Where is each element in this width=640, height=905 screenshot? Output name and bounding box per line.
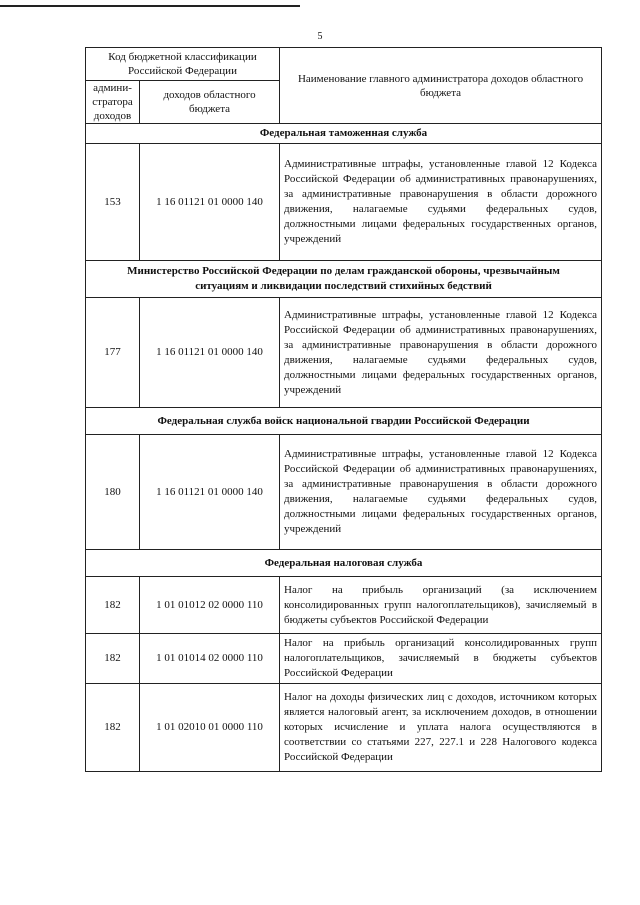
admin-code-cell: 182 [86,684,140,772]
section-title: Федеральная таможенная служба [86,124,602,144]
description-cell: Административные штрафы, установленные главой 12 Кодекса Российской Федерации об административных правонарушениях, за административные правонарушения в области дорожного движения, налагаемые судьями федеральных судов, должностными лицами федеральных государственных органов, учреждений [280,435,602,550]
description-cell: Налог на прибыль организаций консолидированных групп налогоплательщиков, зачисляемый в бюджеты субъектов Российской Федерации [280,634,602,684]
budget-code-cell: 1 01 02010 01 0000 110 [140,684,280,772]
budget-code-cell: 1 16 01121 01 0000 140 [140,435,280,550]
section-title: Министерство Российской Федерации по делам гражданской обороны, чрезвычайным ситуациям и ликвидации последствий стихийных бедствий [86,261,602,298]
description-cell: Налог на прибыль организаций (за исключением консолидированных групп налогоплательщиков), зачисляемый в бюджеты субъектов Российской Федерации [280,577,602,634]
description-cell: Административные штрафы, установленные главой 12 Кодекса Российской Федерации об административных правонарушениях, за административные правонарушения в области дорожного движения, налагаемые судьями федеральных судов, должностными лицами федеральных государственных органов, учреждений [280,144,602,261]
budget-code-cell: 1 16 01121 01 0000 140 [140,144,280,261]
budget-code-cell: 1 01 01014 02 0000 110 [140,634,280,684]
description-cell: Административные штрафы, установленные главой 12 Кодекса Российской Федерации об административных правонарушениях, за административные правонарушения в области дорожного движения, налагаемые судьями федеральных судов, должностными лицами федеральных государственных органов, учреждений [280,298,602,408]
section-row [86,408,602,435]
table-row [86,144,602,261]
budget-code-cell: 1 16 01121 01 0000 140 [140,298,280,408]
admin-code-cell: 180 [86,435,140,550]
header-code-group: Код бюджетной классификации Российской Федерации [86,48,280,81]
table-row [86,634,602,684]
admin-code-cell: 153 [86,144,140,261]
section-row [86,550,602,577]
budget-table [85,47,602,772]
top-rule [0,5,300,7]
table-row [86,435,602,550]
section-title: Федеральная налоговая служба [86,550,602,577]
table-row [86,577,602,634]
section-title: Федеральная служба войск национальной гвардии Российской Федерации [86,408,602,435]
admin-code-cell: 177 [86,298,140,408]
header-income-col: доходов областного бюджета [140,81,280,124]
header-name-col: Наименование главного администратора доходов областного бюджета [280,48,602,124]
section-row [86,261,602,298]
admin-code-cell: 182 [86,577,140,634]
header-admin-col: админи-стратора доходов [86,81,140,124]
budget-code-cell: 1 01 01012 02 0000 110 [140,577,280,634]
section-row [86,124,602,144]
table-row [86,298,602,408]
page-number: 5 [317,31,323,42]
table-row [86,684,602,772]
header-row-1 [86,48,602,81]
description-cell: Налог на доходы физических лиц с доходов, источником которых является налоговый агент, за исключением доходов, в отношении которых исчисление и уплата налога осуществляются в соответствии со статьями 227, 227.1 и 228 Налогового кодекса Российской Федерации [280,684,602,772]
admin-code-cell: 182 [86,634,140,684]
